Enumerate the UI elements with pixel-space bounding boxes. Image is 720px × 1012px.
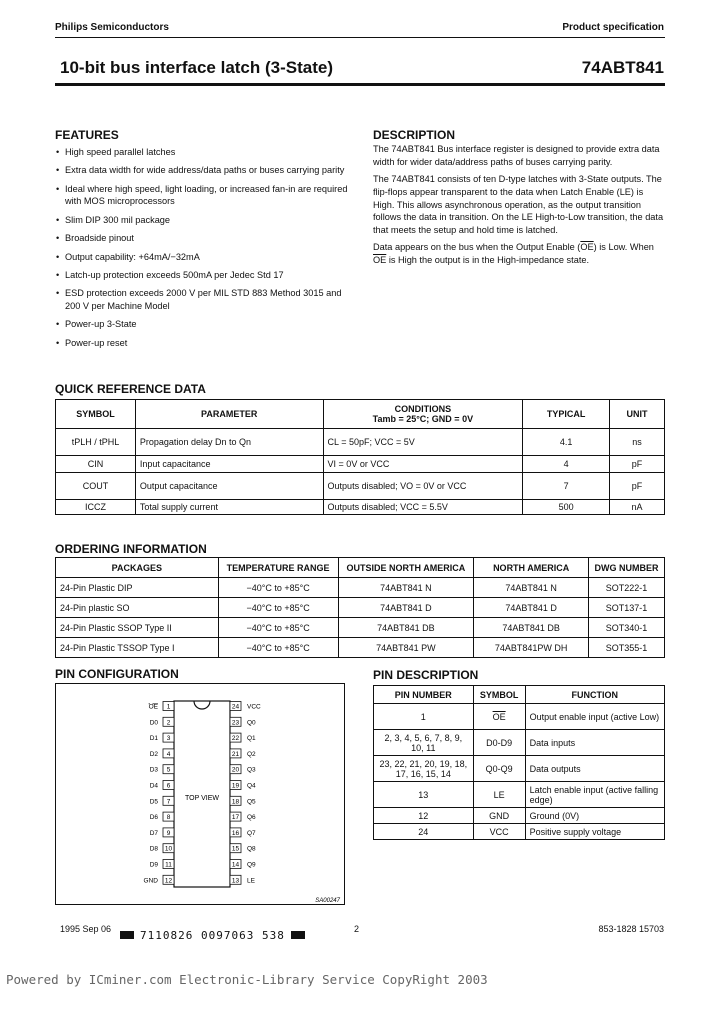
description-paragraph: The 74ABT841 Bus interface register is designed to provide extra data width for wider data/address paths of buses carrying parity. [373, 144, 660, 167]
pin-number: 3 [166, 735, 171, 743]
pin-desc-table [373, 685, 665, 840]
pin-name: D9 [149, 861, 158, 869]
feature-item: • Broadside pinout [56, 232, 351, 244]
pin-number: 12 [164, 877, 173, 885]
chip-label: TOP VIEW [185, 795, 219, 802]
description-heading: DESCRIPTION [373, 128, 456, 142]
chip-body [174, 701, 230, 887]
ordering-table [55, 557, 665, 658]
pin-name: Q0 [247, 719, 256, 727]
ordering-heading: ORDERING INFORMATION [55, 542, 207, 556]
feature-item: • Power-up 3-State [56, 318, 351, 330]
table-row: 24-Pin Plastic SSOP Type II −40°C to +85°C 74ABT841 DB 74ABT841 DB SOT340-1 [56, 618, 665, 638]
pin-number: 2 [166, 719, 171, 727]
pin-number: 23 [231, 719, 240, 727]
header-rule [55, 37, 665, 38]
pin-number: 13 [231, 877, 240, 885]
pin-name: Q8 [247, 845, 256, 853]
pin-number: 4 [166, 750, 171, 758]
footer-code: 853-1828 15703 [598, 924, 664, 934]
pin-number: 24 [231, 703, 240, 711]
pin-number: 20 [231, 766, 240, 774]
description-paragraph: The 74ABT841 consists of ten D-type latches with 3-State outputs. The flip-flops appear transparent to the data when Latch Enable (LE) is High. This allows asynchronous operation, as the output transition follows the data in transition. On the LE High-to-Low transition, the data that meets the setup and hold time is latched. [373, 173, 664, 236]
feature-item: • ESD protection exceeds 2000 V per MIL STD 883 Method 3015 and 200 V per Machine Model [56, 287, 351, 312]
pin-name: LE [247, 877, 255, 885]
pin-name: Q4 [247, 782, 256, 790]
col-parameter: PARAMETER [135, 400, 323, 429]
pin-number: 21 [231, 750, 240, 758]
col-symbol: SYMBOL [56, 400, 136, 429]
footer-barcode: 7110826 0097063 538 [120, 929, 305, 942]
pin-name: D1 [149, 735, 158, 743]
table-header-row [56, 400, 665, 429]
pin-name: D4 [149, 782, 158, 790]
pin-name: D8 [149, 845, 158, 853]
table-row: tPLH / tPHL Propagation delay Dn to Qn CL = 50pF; VCC = 5V 4.1 ns [56, 429, 665, 456]
feature-item: • Ideal where high speed, light loading, or increased fan-in are required with MOS microprocessors [56, 183, 351, 208]
figure-code: SA00247 [315, 898, 340, 904]
credit-line: Powered by ICminer.com Electronic-Library Service CopyRight 2003 [6, 972, 488, 987]
description-paragraph: Data appears on the bus when the Output Enable $(\overline{OE})$ is Low. When $\overline{OE}$ is High the output is in the High-impedance state. [373, 242, 654, 265]
pin-name: Q2 [247, 750, 256, 758]
pin-number: 8 [166, 814, 171, 822]
pin-name: Q5 [247, 798, 256, 806]
pin-config-heading: PIN CONFIGURATION [55, 667, 179, 681]
pins-right [230, 702, 261, 885]
pin-name: D5 [149, 798, 158, 806]
pin-number: 16 [231, 829, 240, 837]
pin-number: 19 [231, 782, 240, 790]
pin-number: 11 [165, 861, 172, 869]
table-header-row: PACKAGES TEMPERATURE RANGE OUTSIDE NORTH AMERICA NORTH AMERICA DWG NUMBER [56, 558, 665, 578]
table-header-row: PIN NUMBER SYMBOL FUNCTION [374, 686, 665, 704]
table-row: 23, 22, 21, 20, 19, 18, 17, 16, 15, 14 Q0-Q9 Data outputs [374, 756, 665, 782]
pin-number: 15 [231, 845, 240, 853]
pin-name: D7 [149, 829, 158, 837]
pin-number: 22 [231, 735, 240, 743]
feature-item: • Output capability: +64mA/−32mA [56, 251, 351, 263]
feature-item: • Power-up reset [56, 337, 351, 349]
col-conditions: CONDITIONS Tamb = 25°C; GND = 0V [323, 400, 523, 429]
quick-ref-heading: QUICK REFERENCE DATA [55, 382, 206, 396]
footer-date: 1995 Sep 06 [60, 924, 112, 934]
table-row: COUT Output capacitance Outputs disabled; VO = 0V or VCC 7 pF [56, 473, 665, 500]
pin-number: 9 [166, 829, 171, 837]
table-row: 24-Pin Plastic TSSOP Type I −40°C to +85°C 74ABT841 PW 74ABT841PW DH SOT355-1 [56, 638, 665, 658]
page-number: 2 [354, 924, 360, 934]
pin-desc-heading: PIN DESCRIPTION [373, 668, 479, 682]
features-heading: FEATURES [55, 128, 119, 142]
pin-name: Q3 [247, 766, 256, 774]
col-typical: TYPICAL [523, 400, 610, 429]
pin-diagram [56, 684, 346, 906]
pin-name: Q6 [247, 814, 256, 822]
part-number: 74ABT841 [581, 58, 664, 77]
title-rule [55, 83, 665, 86]
table-row: 12 GND Ground (0V) [374, 808, 665, 824]
pin-name: D0 [149, 719, 158, 727]
pin-name: GND [143, 877, 158, 885]
pin-number: 1 [166, 703, 171, 711]
pin-number: 7 [166, 798, 171, 806]
table-row: 13 LE Latch enable input (active falling edge) [374, 782, 665, 808]
pin-config-figure [55, 683, 345, 905]
table-row: ICCZ Total supply current Outputs disabled; VCC = 5.5V 500 nA [56, 500, 665, 515]
pin-name: D2 [149, 750, 158, 758]
pin-number: 6 [166, 782, 171, 790]
pin-name: Q9 [247, 861, 256, 869]
description-body [373, 143, 665, 271]
pin-number: 17 [231, 814, 240, 822]
table-row: 24-Pin Plastic DIP −40°C to +85°C 74ABT841 N 74ABT841 N SOT222-1 [56, 578, 665, 598]
pin-number: 10 [164, 845, 173, 853]
pin-name: D3 [149, 766, 158, 774]
pin-name: Q7 [247, 829, 256, 837]
feature-item: • Slim DIP 300 mil package [56, 214, 351, 226]
table-row: 24-Pin plastic SO −40°C to +85°C 74ABT841 D 74ABT841 D SOT137-1 [56, 598, 665, 618]
pin-name: Q1 [247, 735, 256, 743]
pin-name: D6 [149, 814, 158, 822]
company-name: Philips Semiconductors [55, 22, 169, 33]
feature-item: • High speed parallel latches [56, 146, 351, 158]
doc-title: 10-bit bus interface latch (3-State) [60, 58, 334, 77]
pin-name: VCC [247, 703, 261, 711]
pin-number: 18 [231, 798, 240, 806]
col-unit: UNIT [610, 400, 665, 429]
pins-left [144, 702, 174, 885]
table-row: 2, 3, 4, 5, 6, 7, 8, 9, 10, 11 D0-D9 Data inputs [374, 730, 665, 756]
pin-name: OE [148, 703, 158, 711]
feature-item: • Extra data width for wide address/data paths or buses carrying parity [56, 164, 351, 176]
features-list [56, 146, 351, 355]
table-row: 24 VCC Positive supply voltage [374, 824, 665, 840]
pin-number: 14 [231, 861, 240, 869]
feature-item: • Latch-up protection exceeds 500mA per Jedec Std 17 [56, 269, 351, 281]
table-row: 1 $\overline{OE}$ Output enable input (active Low) [374, 704, 665, 730]
pin-number: 5 [166, 766, 171, 774]
quick-ref-table [55, 399, 665, 515]
doc-type: Product specification [562, 22, 664, 33]
table-row: CIN Input capacitance VI = 0V or VCC 4 pF [56, 456, 665, 473]
